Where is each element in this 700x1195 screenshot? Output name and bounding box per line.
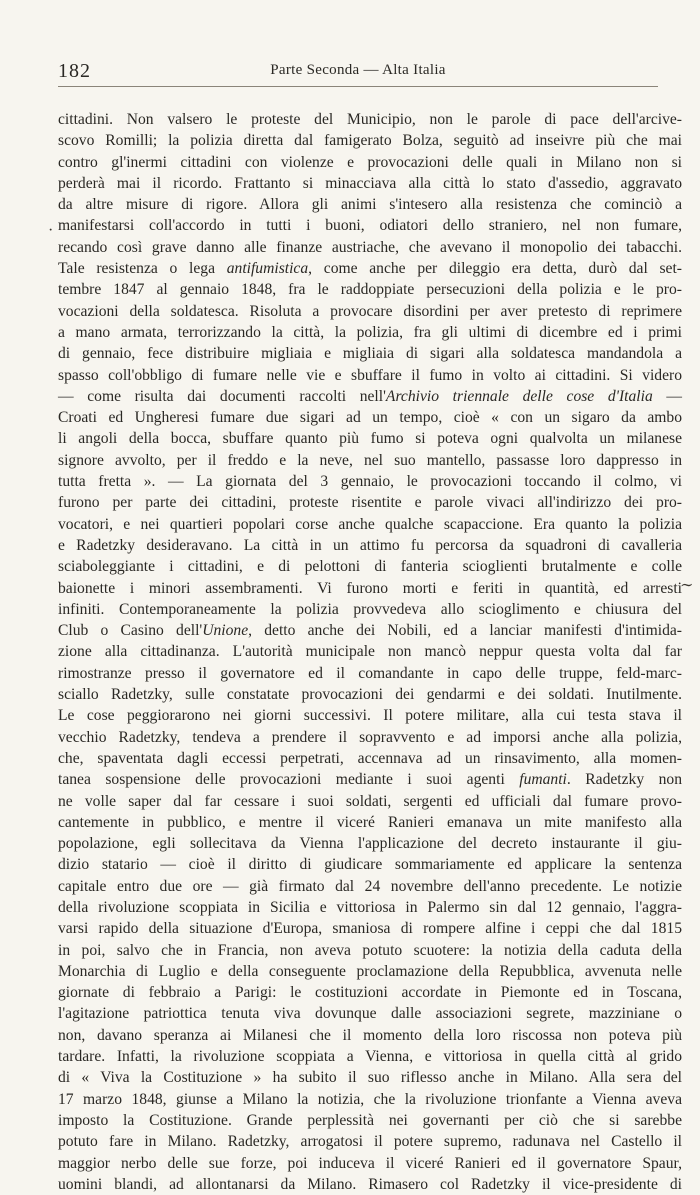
text-line: capitale entro due ore — già firmato dal 24 novembre dell'anno precedente. Le notizie [58,877,682,895]
text-line: da altre misure di rigore. Allora gli animi s'intesero alla resistenza che cominciò a [58,196,682,214]
text-line: potuto fare in Milano. Radetzky, arrogatosi il potere supremo, radunava nel Castello il [58,1133,682,1151]
running-head: Parte Seconda — Alta Italia [270,62,446,78]
text-line: signore avvolto, per il freddo e la neve, nel suo mantello, passasse loro dappresso in [58,451,682,469]
text-line: giornate di febbraio a Parigi: le costituzioni accordate in Piemonte ed in Toscana, [58,984,682,1002]
text-line: popolazione, egli sollecitava da Vienna l'applicazione del decreto instaurante il giu- [58,835,682,853]
text-line: rimostranze presso il governatore ed il comandante in capo delle truppe, feld-marc- [58,664,682,682]
text-line: e Radetzky desideravano. La città in un attimo fu percorsa da squadroni di cavalleria [58,536,682,554]
text-line: maggior nerbo delle sue forze, poi induceva il viceré Ranieri ed il governatore Spaur, [58,1154,682,1172]
text-line: sciallo Radetzky, sulle constatate provocazioni dei gendarmi e dei soldati. Inutilmente. [58,686,682,704]
margin-tilde-mark: ∼ [680,577,694,594]
text-line: Le cose peggiorarono nei giorni successivi. Il potere militare, alla cui testa stava il [58,707,682,725]
text-line: vocazioni della soldatesca. Risoluta a provocare disordini per aver pretesto di reprimere [58,302,682,320]
text-line: tanea sospensione delle provocazioni mediante i suoi agenti fumanti. Radetzky non [58,771,682,789]
text-line: dizio statario — cioè il diritto di giudicare sommariamente ed applicare la sentenza [58,856,682,874]
text-line: perderà mai il ricordo. Frattanto si minacciava alla città lo stato d'assedio, aggravato [58,174,682,192]
text-line: vocatori, e nei quartieri popolari corse anche qualche scapaccione. Era quanto la polizia [58,515,682,533]
text-line: sciaboleggiante i cittadini, e di pelottoni di fanteria scioglienti brutalmente e colle [58,558,682,576]
text-line: infiniti. Contemporaneamente la polizia provvedeva allo scioglimento e chiusura del [58,600,682,618]
text-line: cantemente in pubblico, e mentre il viceré Ranieri emanava un mite manifesto alla [58,813,682,831]
text-line: contro gl'inermi cittadini con violenze e provocazioni delle quali in Milano non si [58,153,682,171]
header-rule [58,86,658,87]
text-line: che, spaventata dagli eccessi perpetrati, accennava ad un rinsavimento, alla momen- [58,749,682,767]
text-line: imposto la Costituzione. Grande perplessità nei governanti per ciò che si sarebbe [58,1111,682,1129]
text-line: recando così grave danno alle finanze austriache, che avevano il monopolio dei tabacchi. [58,238,682,256]
text-line: furono per parte dei cittadini, proteste risentite e parole vivaci all'indirizzo dei pro- [58,494,682,512]
text-line: manifestarsi coll'accordo in tutti i buoni, odiatori dello straniero, nel non fumare, [58,217,682,235]
text-line: uomini blandi, ad allontanarsi da Milano. Rimasero col Radetzky il vice-presidente di [58,1175,682,1193]
text-line: non, davano speranza ai Milanesi che il momento della loro riscossa non poteva più [58,1026,682,1044]
text-line: vecchio Radetzky, tendeva a prendere il sopravvento e ad imporsi anche alla polizia, [58,728,682,746]
text-line: 17 marzo 1848, giunse a Milano la notizia, che la rivoluzione trionfante a Vienna aveva [58,1090,682,1108]
text-line: Club o Casino dell'Unione, detto anche dei Nobili, ed a lanciar manifesti d'intimida- [58,622,682,640]
text-line: Tale resistenza o lega antifumistica, come anche per dileggio era detta, durò dal set- [58,260,683,278]
text-line: scovo Romilli; la polizia diretta dal famigerato Bolza, seguitò ad inseivre più che mai [58,132,682,150]
text-line: ne volle saper dal far cessare i suoi soldati, sergenti ed ufficiali dal fumare provo- [58,792,682,810]
body-text [58,109,682,1195]
margin-dot-mark: · [48,222,54,239]
text-line: tembre 1847 al gennaio 1848, fra le raddoppiate persecuzioni della polizia e le pro- [58,281,682,299]
text-line: della rivoluzione scoppiata in Sicilia e vittoriosa in Palermo sin dal 12 gennaio, l'aggra- [58,898,682,916]
text-line: tardare. Infatti, la rivoluzione scoppiata a Vienna, e vittoriosa in quella città al grido [58,1048,682,1066]
text-line: zione alla cittadinanza. L'autorità municipale non mancò neppur questa volta dal far [58,643,682,661]
text-line: in poi, salvo che in Francia, non aveva potuto scuotere: la notizia della caduta della [58,941,682,959]
text-line: a mano armata, terrorizzando la città, la polizia, fra gli ultimi di dicembre ed i primi [58,323,682,341]
text-line: spasso coll'obbligo di fumare nelle vie e sbuffare il fumo in volto ai cittadini. Si videro [58,366,682,384]
page-number: 182 [58,60,91,82]
text-line: tutta fretta ». — La giornata del 3 gennaio, le provocazioni toccando il colmo, vi [58,473,682,491]
text-line: Croati ed Ungheresi fumare due sigari ad un tempo, cioè « con un sigaro da ambo [58,409,682,427]
text-line: Monarchia di Luglio e della conseguente proclamazione della Repubblica, avvenuta nelle [58,962,682,980]
page-header [58,60,658,82]
text-line: di gennaio, fece distribuire migliaia e migliaia di sigari alla soldatesca mandandola a [58,345,682,363]
text-line: varsi rapido della situazione d'Europa, smaniosa di rompere alfine i ceppi che dal 1815 [58,920,682,938]
text-line: di « Viva la Costituzione » ha subito il suo riflesso anche in Milano. Alla sera del [58,1069,682,1087]
text-line: cittadini. Non valsero le proteste del Municipio, non le parole di pace dell'arcive- [58,111,682,128]
text-line: — come risulta dai documenti raccolti nell'Archivio triennale delle cose d'Italia — [58,387,683,405]
text-line: baionette i minori assembramenti. Vi furono morti e feriti in quantità, ed arresti [58,579,682,597]
text-line: l'agitazione patriottica tenuta viva dovunque dalle associazioni segrete, mazziniane o [58,1005,682,1023]
text-line: li angoli della bocca, sbuffare quanto più fumo si poteva ogni qualvolta un milanese [58,430,682,448]
